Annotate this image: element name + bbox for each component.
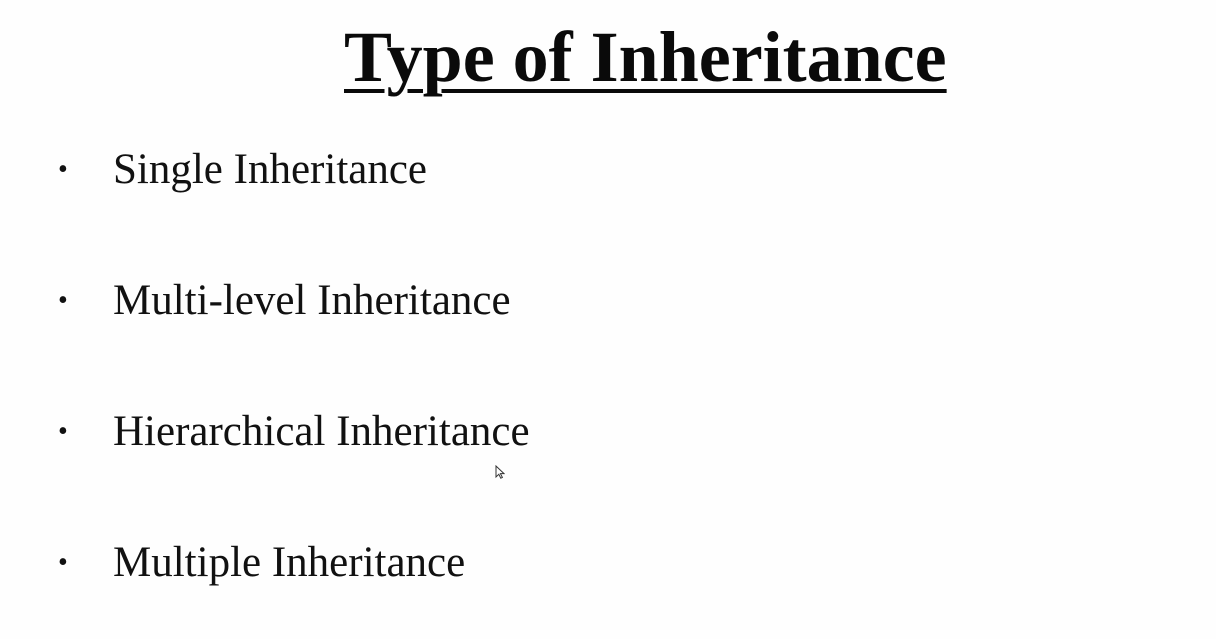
list-item: [58, 407, 530, 457]
bullet-icon: •: [58, 285, 68, 316]
slide-title: Type of Inheritance: [344, 17, 947, 97]
list-item: [58, 538, 465, 588]
list-item: [58, 276, 511, 326]
list-item-text: Multi-level Inheritance: [113, 277, 511, 324]
mouse-pointer-icon: [495, 465, 505, 479]
list-item: [58, 145, 427, 195]
list-item-text: Single Inheritance: [113, 146, 428, 193]
bullet-icon: •: [58, 154, 68, 185]
list-item-text: Hierarchical Inheritance: [113, 408, 530, 455]
list-item-text: Multiple Inheritance: [113, 539, 466, 586]
bullet-icon: •: [58, 416, 68, 447]
bullet-icon: •: [58, 547, 68, 578]
